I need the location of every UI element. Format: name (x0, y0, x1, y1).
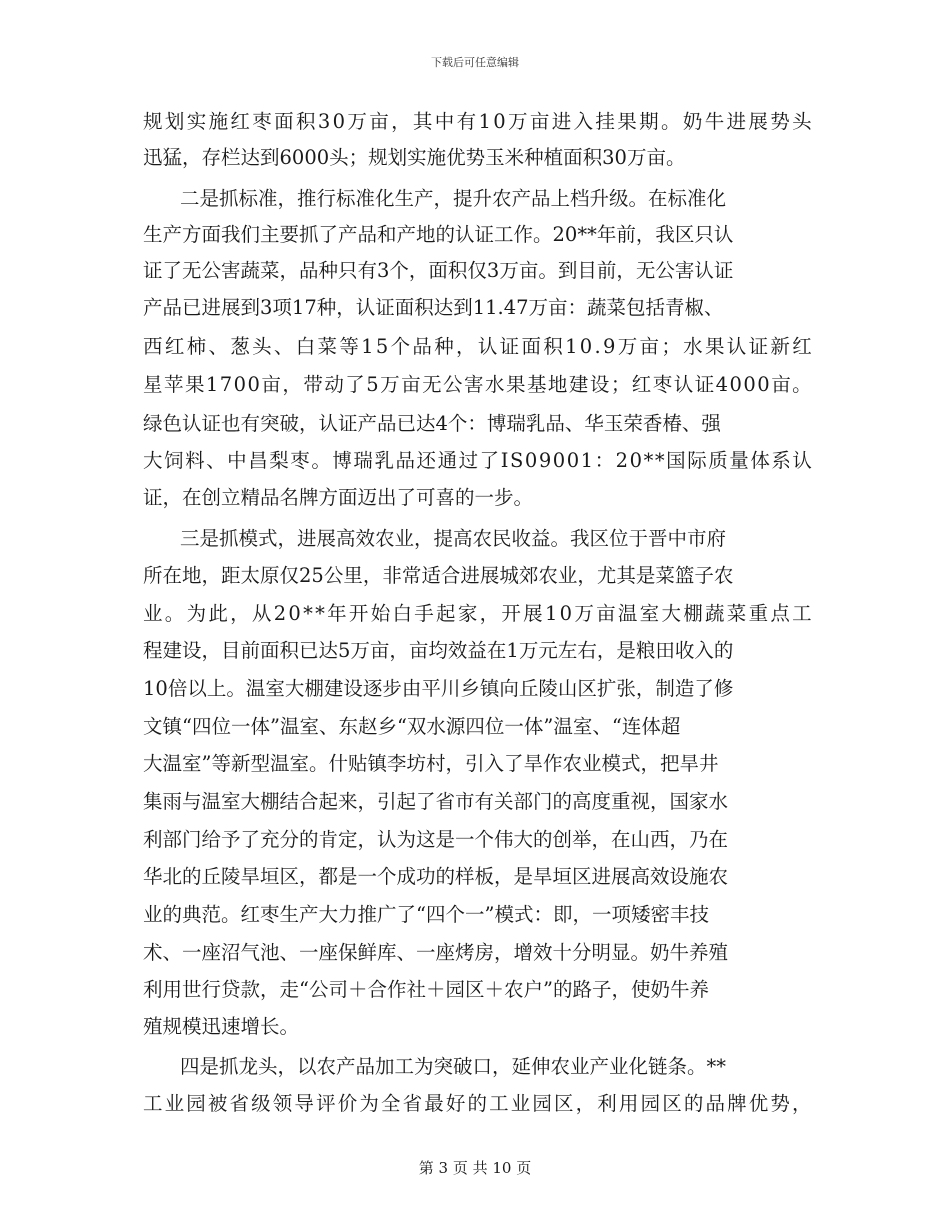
text-line: 利用世行贷款，走“公司＋合作社＋园区＋农户”的路子，使奶牛养 (143, 978, 709, 1001)
text-line: 迅猛，存栏达到6000头；规划实施优势玉米种植面积30万亩。 (143, 146, 686, 169)
paragraph-first-line: 三是抓模式，进展高效农业，提高农民收益。我区位于晋中市府 (180, 527, 727, 550)
paragraph-first-line: 二是抓标准，推行标准化生产，提升农产品上档升级。在标准化 (180, 187, 727, 210)
text-line: 集雨与温室大棚结合起来，引起了省市有关部门的高度重视，国家水 (143, 790, 729, 813)
text-line: 大温室”等新型温室。什贴镇李坊村，引入了旱作农业模式，把旱井 (143, 752, 719, 775)
text-line: 规划实施红枣面积30万亩，其中有10万亩进入挂果期。奶牛进展势头 (143, 110, 814, 133)
text-line: 大饲料、中昌梨枣。博瑞乳品还通过了IS09001：20**国际质量体系认 (143, 449, 814, 472)
page-header-note: 下载后可任意编辑 (431, 56, 519, 69)
text-line: 产品已进展到3项17种，认证面积达到11.47万亩：蔬菜包括青椒、 (143, 296, 724, 319)
text-line: 术、一座沼气池、一座保鲜库、一座烤房，增效十分明显。奶牛养殖 (143, 941, 729, 964)
text-line: 证，在创立精品名牌方面迈出了可喜的一步。 (143, 486, 534, 509)
text-line: 星苹果1700亩，带动了5万亩无公害水果基地建设；红枣认证4000亩。 (143, 373, 814, 396)
text-line: 业。为此，从20**年开始白手起家，开展10万亩温室大棚蔬菜重点工 (143, 602, 814, 625)
text-line: 业的典范。红枣生产大力推广了“四个一”模式：即，一项矮密丰技 (143, 903, 709, 926)
text-line: 证了无公害蔬菜，品种只有3个，面积仅3万亩。到目前，无公害认证 (143, 259, 734, 282)
text-line: 程建设，目前面积已达5万亩，亩均效益在1万元左右，是粮田收入的 (143, 639, 734, 662)
text-line: 华北的丘陵旱垣区，都是一个成功的样板，是旱垣区进展高效设施农 (143, 865, 729, 888)
text-line: 10倍以上。温室大棚建设逐步由平川乡镇向丘陵山区扩张，制造了修 (143, 677, 734, 700)
text-line: 利部门给予了充分的肯定，认为这是一个伟大的创举，在山西，乃在 (143, 828, 729, 851)
text-line: 工业园被省级领导评价为全省最好的工业园区，利用园区的品牌优势， (143, 1092, 814, 1115)
text-line: 文镇“四位一体”温室、东赵乡“双水源四位一体”温室、“连体超 (143, 715, 681, 738)
page-number-footer: 第 3 页 共 10 页 (418, 1159, 532, 1177)
text-line: 生产方面我们主要抓了产品和产地的认证工作。20**年前，我区只认 (143, 223, 734, 246)
text-line: 所在地，距太原仅25公里，非常适合进展城郊农业，尤其是菜篮子农 (143, 564, 734, 587)
paragraph-first-line: 四是抓龙头，以农产品加工为突破口，延伸农业产业化链条。** (180, 1055, 727, 1078)
text-line: 西红柿、葱头、白菜等15个品种，认证面积10.9万亩；水果认证新红 (143, 335, 815, 358)
text-line: 绿色认证也有突破，认证产品已达4个：博瑞乳品、华玉荣香椿、强 (143, 412, 721, 435)
text-line: 殖规模迅速增长。 (143, 1015, 300, 1038)
